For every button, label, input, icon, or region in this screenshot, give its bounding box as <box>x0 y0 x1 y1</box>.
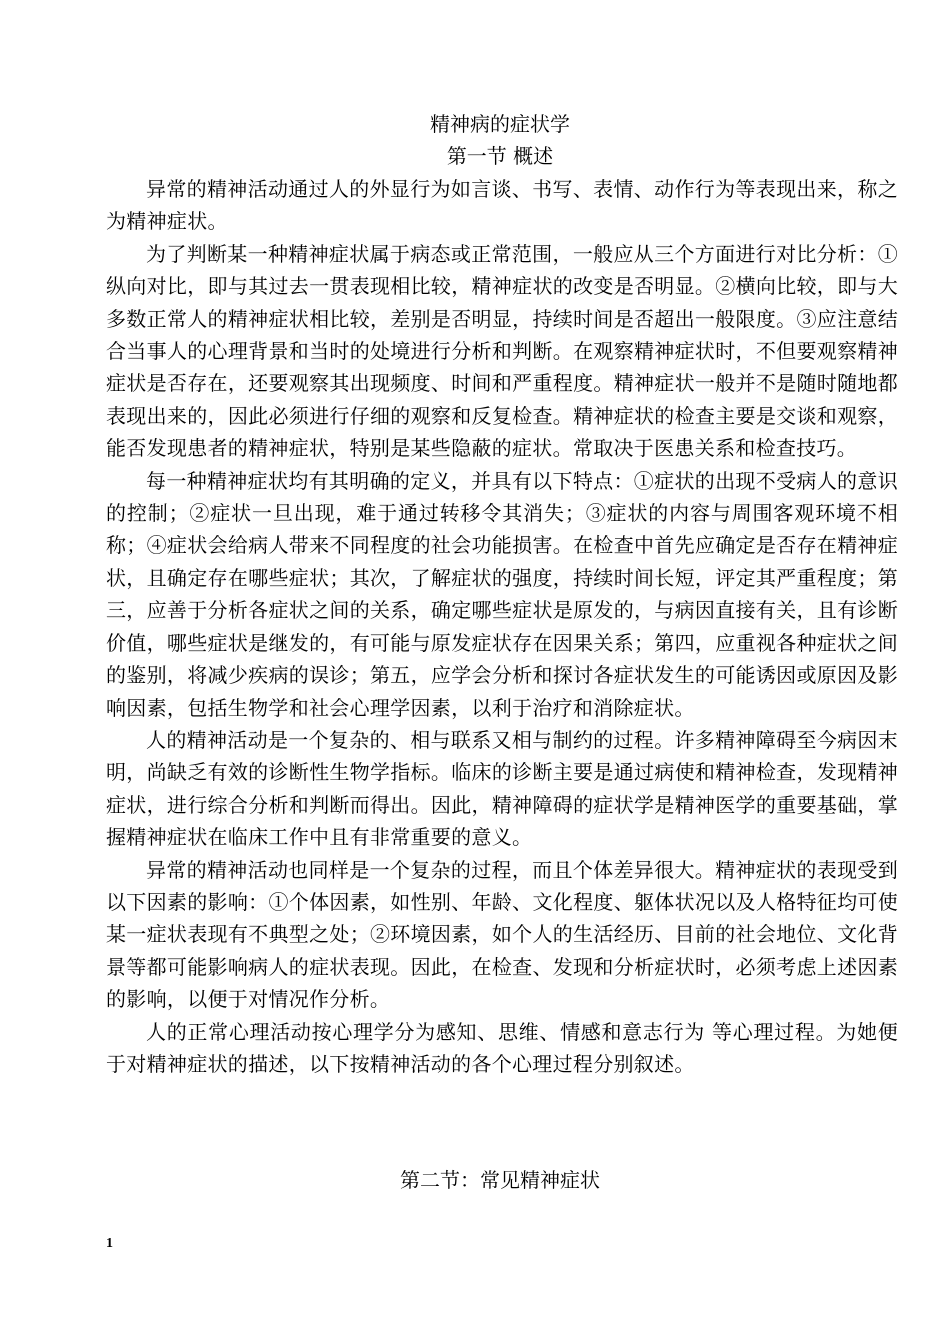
paragraph: 每一种精神症状均有其明确的定义，并具有以下特点：①症状的出现不受病人的意识的控制；②症状一旦出现，难于通过转移令其消失；③症状的内容与周围客观环境不相称；④症状会给病人带来不同程度的社会功能损害。在检查中首先应确定是否存在精神症状，且确定存在哪些症状；其次，了解症状的强度，持续时间长短，评定其严重程度；第三，应善于分析各症状之间的关系，确定哪些症状是原发的，与病因直接有关，且有诊断价值，哪些症状是继发的，有可能与原发症状存在因果关系；第四，应重视各种症状之间的鉴别，将减少疾病的误诊；第五，应学会分析和探讨各症状发生的可能诱因或原因及影响因素，包括生物学和社会心理学因素，以利于治疗和消除症状。 <box>106 468 898 720</box>
paragraph: 人的正常心理活动按心理学分为感知、思维、情感和意志行为 等心理过程。为她便于对精神症状的描述，以下按精神活动的各个心理过程分别叙述。 <box>106 1019 898 1076</box>
paragraph: 异常的精神活动也同样是一个复杂的过程，而且个体差异很大。精神症状的表现受到以下因素的影响：①个体因素，如性别、年龄、文化程度、躯体状况以及人格特征均可使某一症状表现有不典型之处；②环境因素，如个人的生活经历、目前的社会地位、文化背景等都可能影响病人的症状表现。因此，在检查、发现和分析症状时，必须考虑上述因素的影响，以便于对情况作分析。 <box>106 857 898 1012</box>
paragraph: 异常的精神活动通过人的外显行为如言谈、书写、表情、动作行为等表现出来，称之为精神症状。 <box>106 177 898 234</box>
section-heading-common-symptoms: 第二节：常见精神症状 <box>400 1168 600 1192</box>
page-number: 1 <box>106 1236 113 1251</box>
paragraph: 人的精神活动是一个复杂的、相与联系又相与制约的过程。许多精神障碍至今病因末明，尚缺乏有效的诊断性生物学指标。临床的诊断主要是通过病使和精神检查，发现精神症状，进行综合分析和判断而得出。因此，精神障碍的症状学是精神医学的重要基础，掌握精神症状在临床工作中且有非常重要的意义。 <box>106 727 898 850</box>
body-text <box>106 173 898 1080</box>
document-title: 精神病的症状学 <box>430 112 570 136</box>
section-heading-overview: 第一节 概述 <box>446 144 554 168</box>
paragraph: 为了判断某一种精神症状属于病态或正常范围，一般应从三个方面进行对比分析：①纵向对比，即与其过去一贯表现相比较，精神症状的改变是否明显。②横向比较，即与大多数正常人的精神症状相比较，差别是否明显，持续时间是否超出一般限度。③应注意结合当事人的心理背景和当时的处境进行分析和判断。在观察精神症状时，不但要观察精神症状是否存在，还要观察其出现频度、时间和严重程度。精神症状一般并不是随时随地都表现出来的，因此必须进行仔细的观察和反复检查。精神症状的检查主要是交谈和观察，能否发现患者的精神症状，特别是某些隐蔽的症状。常取决于医患关系和检查技巧。 <box>106 241 898 461</box>
